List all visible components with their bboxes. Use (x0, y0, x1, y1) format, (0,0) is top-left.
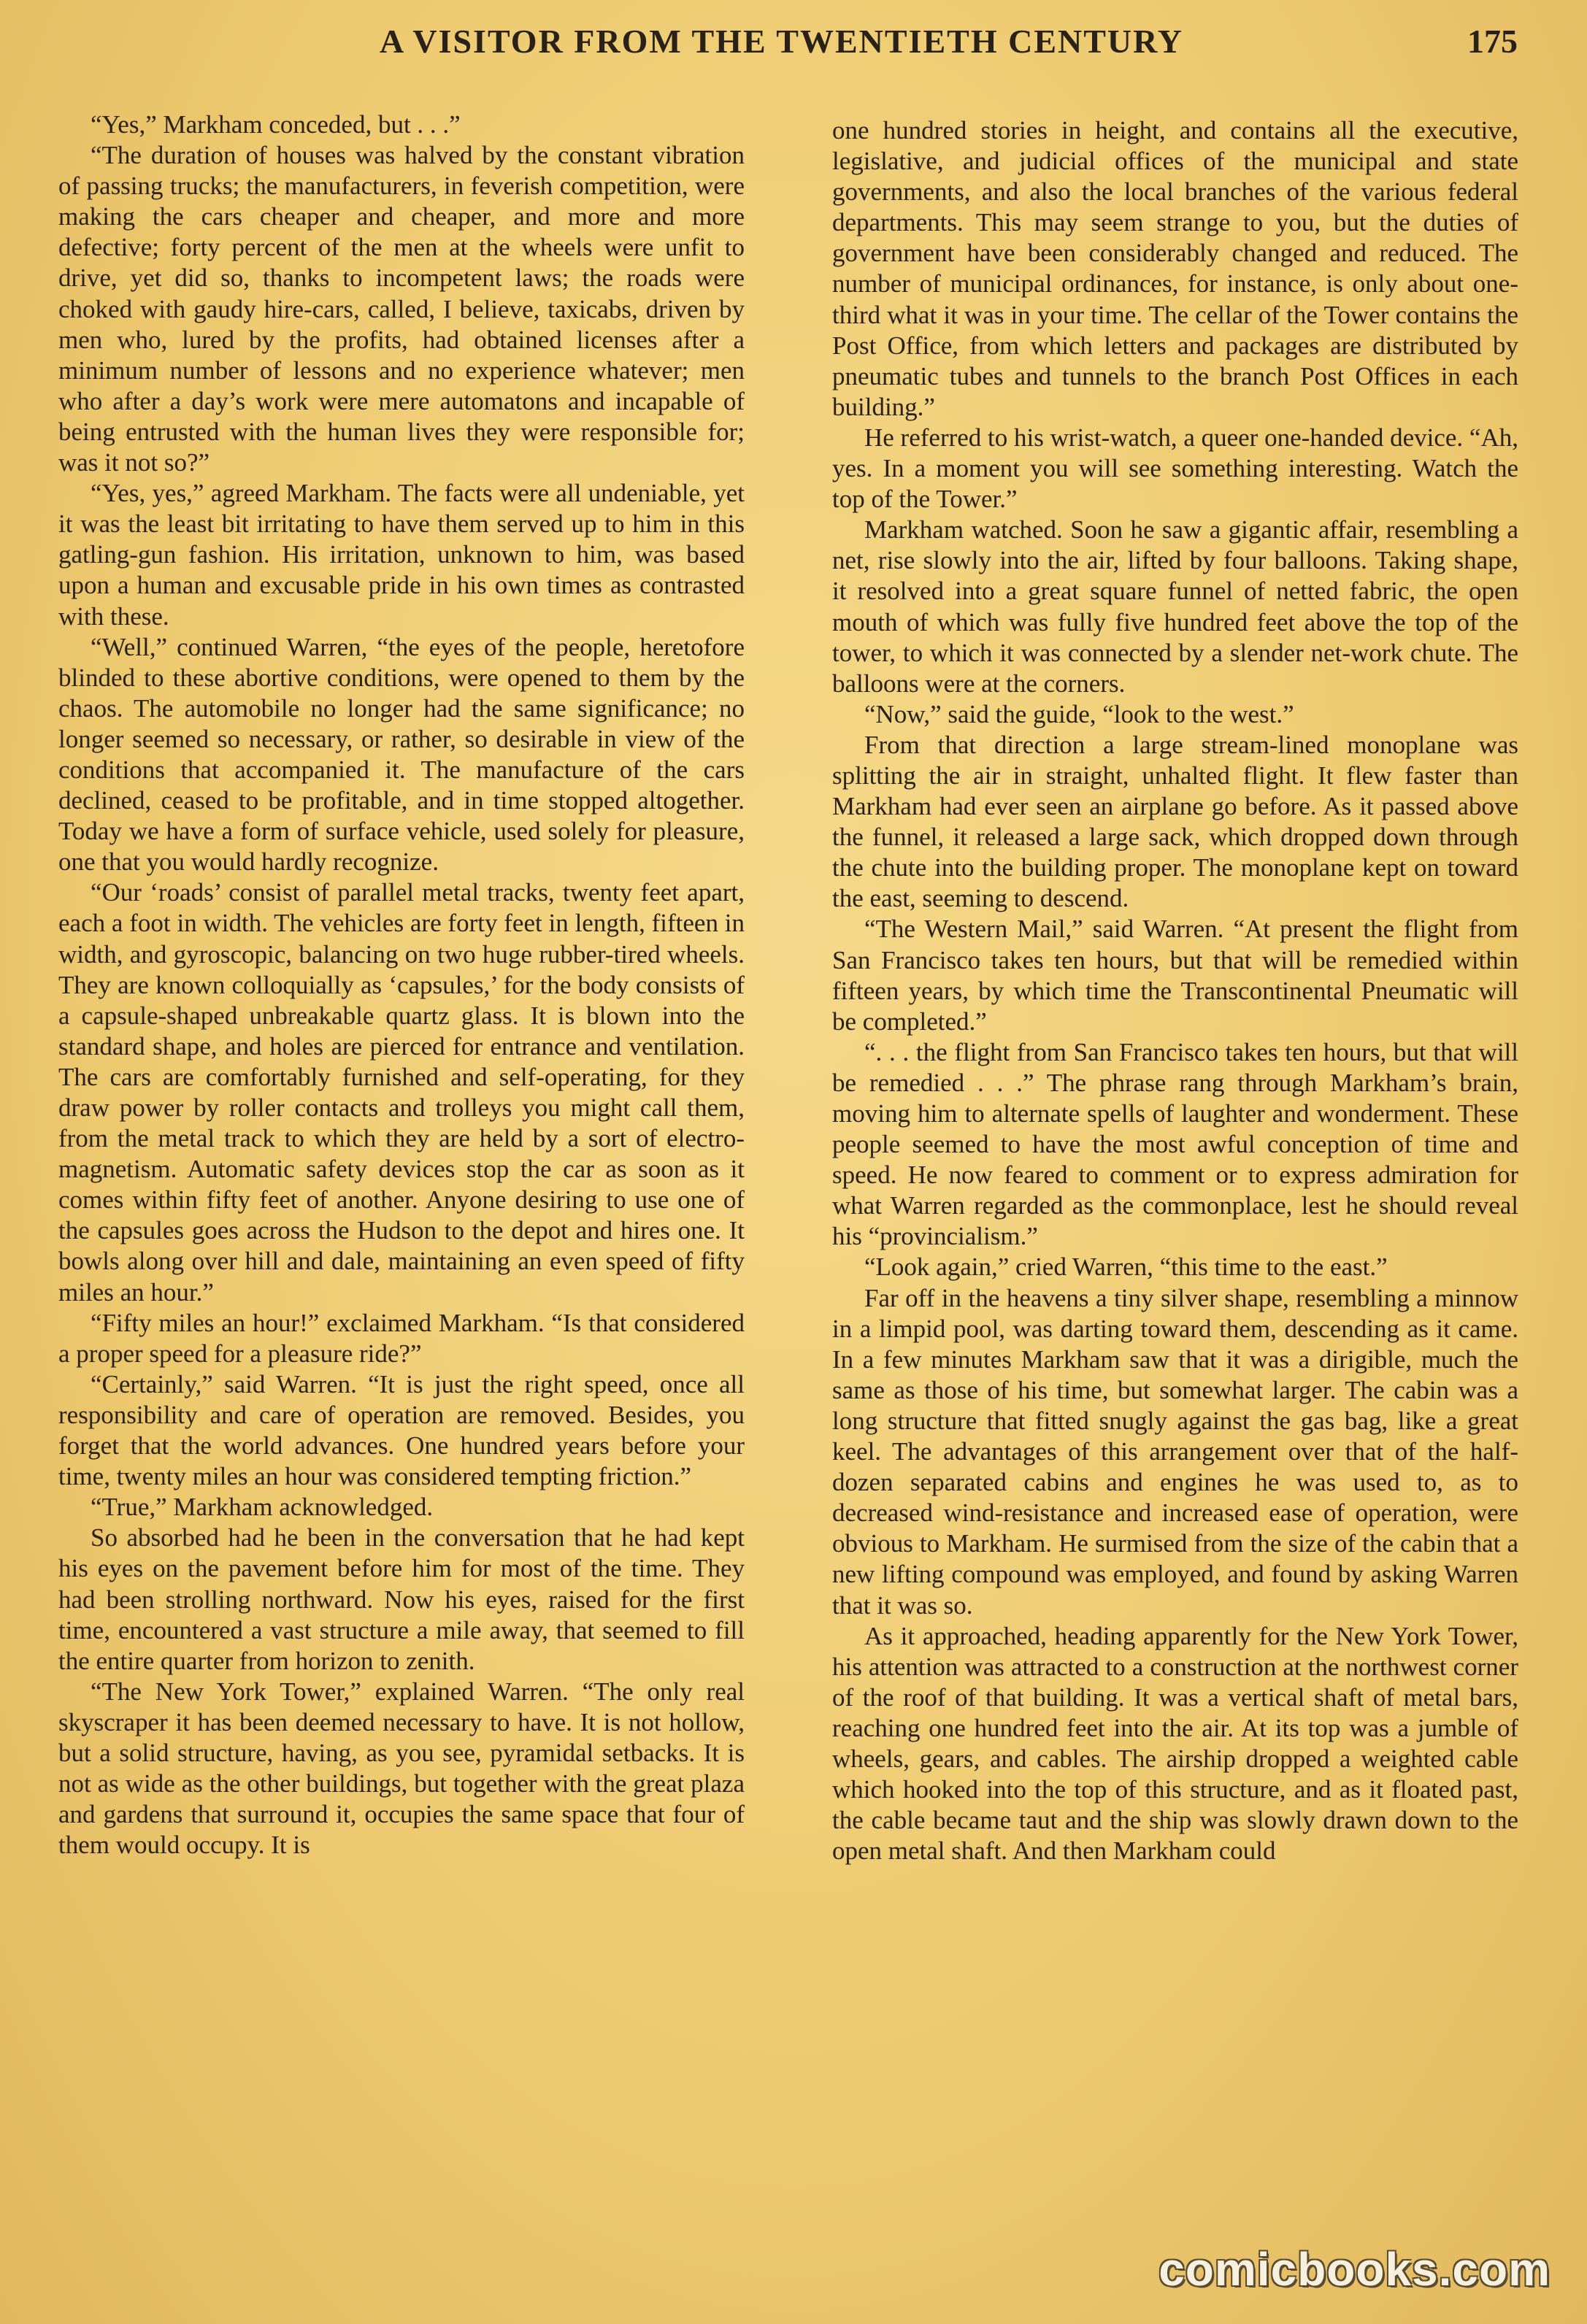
left-column (58, 109, 745, 2241)
paragraph: “Fifty miles an hour!” exclaimed Markham. “Is that considered a proper speed for a pleasure ride?” (58, 1308, 745, 1368)
paragraph: “The Western Mail,” said Warren. “At present the flight from San Francisco takes ten hours, but that will be remedied within fifteen years, by which time the Transcontinental Pneumatic will be completed.” (832, 915, 1518, 1036)
watermark: comicbooks.com (1158, 2243, 1551, 2296)
paragraph: “Yes,” Markham conceded, but . . .” (91, 110, 461, 139)
paragraph: “The duration of houses was halved by the constant vibration of passing trucks; the manufacturers, in feverish competition, were making the cars cheaper and cheaper, and more and more defective; forty percent of the men at the wheels were unfit to drive, yet did so, thanks to incompetent laws; the roads were choked with gaudy hire-cars, called, I believe, taxicabs, driven by men who, lured by the profits, had obtained licenses after a minimum number of lessons and no experience whatever; men who after a day’s work were mere automatons and incapable of being entrusted with the human lives they were responsible for; was it not so?” (58, 141, 745, 477)
paragraph: “. . . the flight from San Francisco takes ten hours, but that will be remedied . . .” The phrase rang through Markham’s brain, moving him to alternate spells of laughter and wonderment. These people seemed to have the most awful conception of time and speed. He now feared to comment or to express admiration for what Warren regarded as the commonplace, lest he should reveal his “provincialism.” (832, 1037, 1518, 1251)
page-header (0, 22, 1587, 73)
paragraph: “Our ‘roads’ consist of parallel metal tracks, twenty feet apart, each a foot in width. The vehicles are forty feet in length, fifteen in width, and gyroscopic, balancing on two huge rubber-tired wheels. They are known colloquially as ‘capsules,’ for the body consists of a capsule-shaped unbreakable quartz glass. It is blown into the standard shape, and holes are pierced for entrance and ventilation. The cars are comfortably furnished and self-operating, for they draw power by roller contacts and trolleys you might call them, from the metal track to which they are held by a sort of electro-magnetism. Automatic safety devices stop the car as soon as it comes within fifty feet of another. Anyone desiring to use one of the capsules goes across the Hudson to the depot and hires one. It bowls along over hill and dale, maintaining an even speed of fifty miles an hour.” (58, 878, 745, 1307)
right-column (832, 115, 1518, 2247)
paragraph: Markham watched. Soon he saw a gigantic affair, resembling a net, rise slowly into the air, lifted by four balloons. Taking shape, it resolved into a great square funnel of netted fabric, the open mouth of which was fully five hundred feet above the top of the tower, to which it was connected by a slender net-work chute. The balloons were at the corners. (832, 515, 1518, 698)
paragraph: “Certainly,” said Warren. “It is just the right speed, once all responsibility and care of operation are removed. Besides, you forget that the world advances. One hundred years before your time, twenty miles an hour was considered tempting friction.” (58, 1369, 745, 1491)
paragraph: “Now,” said the guide, “look to the west.” (864, 699, 1294, 728)
paragraph: From that direction a large stream-lined monoplane was splitting the air in straight, unhalted flight. It flew faster than Markham had ever seen an airplane go before. As it passed above the funnel, it released a large sack, which dropped down through the chute into the building proper. The monoplane kept on toward the east, seeming to descend. (832, 730, 1518, 913)
paragraph: He referred to his wrist-watch, a queer one-handed device. “Ah, yes. In a moment you will see something interesting. Watch the top of the Tower.” (832, 423, 1518, 514)
paragraph: “Well,” continued Warren, “the eyes of the people, heretofore blinded to these abortive conditions, were opened to them by the chaos. The automobile no longer had the same significance; no longer seemed so necessary, or rather, so desirable in view of the conditions that accompanied it. The manufacture of the cars declined, ceased to be profitable, and in time stopped altogether. Today we have a form of surface vehicle, used solely for pleasure, one that you would hardly recognize. (58, 632, 745, 877)
paragraph: “Look again,” cried Warren, “this time to the east.” (864, 1253, 1388, 1282)
paragraph: As it approached, heading apparently for the New York Tower, his attention was attracted to a construction at the northwest corner of the roof of that building. It was a vertical shaft of metal bars, reaching one hundred feet into the air. At its top was a jumble of wheels, gears, and cables. The airship dropped a weighted cable which hooked into the top of this structure, and as it floated past, the cable became taut and the ship was slowly drawn down to the open metal shaft. And then Markham could (832, 1621, 1518, 1866)
paragraph: So absorbed had he been in the conversation that he had kept his eyes on the pavement before him for most of the time. They had been strolling northward. Now his eyes, raised for the first time, encountered a vast structure a mile away, that seemed to fill the entire quarter from horizon to zenith. (58, 1523, 745, 1675)
continued-paragraph: one hundred stories in height, and contains all the executive, legislative, and judicial offices of the municipal and state governments, and also the local branches of the various federal departments. This may seem strange to you, but the duties of government have been considerably changed and reduced. The number of municipal ordinances, for instance, is only about one-third what it was in your time. The cellar of the Tower contains the Post Office, from which letters and packages are distributed by pneumatic tubes and tunnels to the branch Post Offices in each building.” (832, 116, 1518, 421)
paragraph: “The New York Tower,” explained Warren. “The only real skyscraper it has been deemed necessary to have. It is not hollow, but a solid structure, having, as you see, pyramidal setbacks. It is not as wide as the other buildings, but together with the great plaza and gardens that surround it, occupies the same space that four of them would occupy. It is (58, 1677, 745, 1860)
page-number: 175 (1467, 23, 1518, 60)
paragraph: Far off in the heavens a tiny silver shape, resembling a minnow in a limpid pool, was darting toward them, descending as it came. In a few minutes Markham saw that it was a dirigible, much the same as those of his time, but somewhat larger. The cabin was a long structure that fitted snugly against the gas bag, like a great keel. The advantages of this arrangement over that of the half-dozen separated cabins and engines he was used to, as to decreased wind-resistance and increased ease of operation, were obvious to Markham. He surmised from the size of the cabin that a new lifting compound was employed, and found by asking Warren that it was so. (832, 1283, 1518, 1620)
paragraph: “True,” Markham acknowledged. (91, 1493, 434, 1522)
paragraph: “Yes, yes,” agreed Markham. The facts were all undeniable, yet it was the least bit irritating to have them served up to him in this gatling-gun fashion. His irritation, unknown to him, was based upon a human and excusable pride in his own times as contrasted with these. (58, 479, 745, 631)
running-title: A VISITOR FROM THE TWENTIETH CENTURY (380, 23, 1183, 60)
